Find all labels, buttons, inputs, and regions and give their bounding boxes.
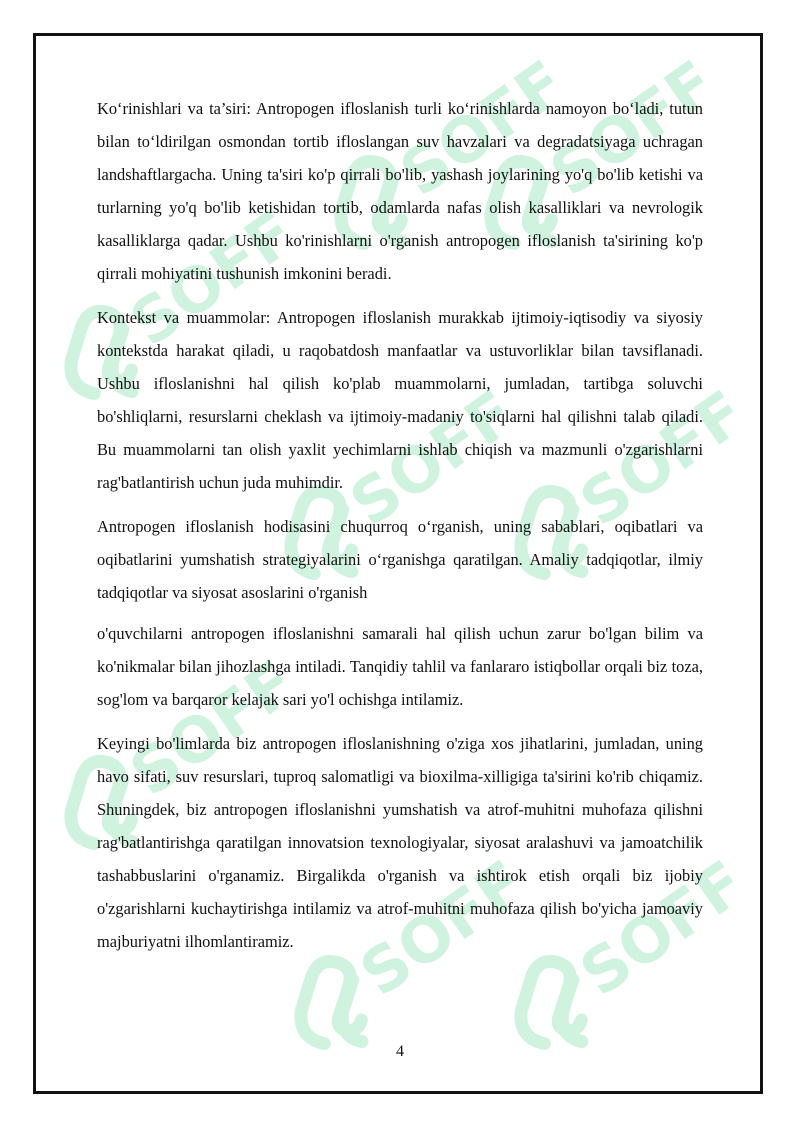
paragraph-manifestations-impact: Ko‘rinishlari va ta’siri: Antropogen ifloslanish turli ko‘rinishlarda namoyon bo‘ladi, tutun bilan to‘ldirilgan osmondan tortib ifloslangan suv havzalari va degradatsiyaga uchragan landshaftlargacha. Uning ta'siri ko'p qirrali bo'lib, yashash joylarining yo'q bo'lib ketishi va turlarning yo'q bo'lib ketishidan tortib, odamlarda nafas olish kasalliklari va nevrologik kasalliklarga qadar. Ushbu ko'rinishlarni o'rganish antropogen ifloslanish ta'sirining ko'p qirrali mohiyatini tushunish imkonini beradi. [97, 99, 703, 283]
paragraph-context-challenges: Kontekst va muammolar: Antropogen ifloslanish murakkab ijtimoiy-iqtisodiy va siyosiy kontekstda harakat qiladi, u raqobatdosh manfaatlar va ustuvorliklar bilan tavsiflanadi. Ushbu ifloslanishni hal qilish ko'plab muammolarni, jumladan, tartibga soluvchi bo'shliqlarni, resurslarni cheklash va ijtimoiy-madaniy to'siqlarni hal qilishni talab qiladi. Bu muammolarni tan olish yaxlit yechimlarni ishlab chiqish va mazmunli o'zgarishlarni rag'batlantirish uchun juda muhimdir. [97, 308, 703, 492]
paragraph-study-purpose-continued: o'quvchilarni antropogen ifloslanishni samarali hal qilish uchun zarur bo'lgan bilim va ko'nikmalar bilan jihozlashga intiladi. Tanqidiy tahlil va fanlararo istiqbollar orqali biz toza, sog'lom va barqaror kelajak sari yo'l ochishga intilamiz. [97, 624, 703, 709]
document-body [97, 92, 703, 969]
paragraph-next-sections: Keyingi bo'limlarda biz antropogen ifloslanishning o'ziga xos jihatlarini, jumladan, uning havo sifati, suv resurslari, tuproq salomatligi va bioxilma-xilligiga ta'sirini ko'rib chiqamiz. Shuningdek, biz antropogen ifloslanishni yumshatish va atrof-muhitni muhofaza qilishni rag'batlantirishga qaratilgan innovatsion texnologiyalar, siyosat aralashuvi va jamoatchilik tashabbuslarini o'rganamiz. Birgalikda o'rganish va ishtirok etish orqali biz ijobiy o'zgarishlarni kuchaytirishga intilamiz va atrof-muhitni muhofaza qilish bo'yicha jamoaviy majburiyatni ilhomlantiramiz. [97, 734, 703, 951]
page-number: 4 [396, 1043, 404, 1060]
paragraph-study-purpose: Antropogen ifloslanish hodisasini chuqurroq o‘rganish, uning sabablari, oqibatlari va oqibatlarini yumshatish strategiyalarini o‘rganishga qaratilgan. Amaliy tadqiqotlar, ilmiy tadqiqotlar va siyosat asoslarini o'rganish [97, 517, 703, 602]
